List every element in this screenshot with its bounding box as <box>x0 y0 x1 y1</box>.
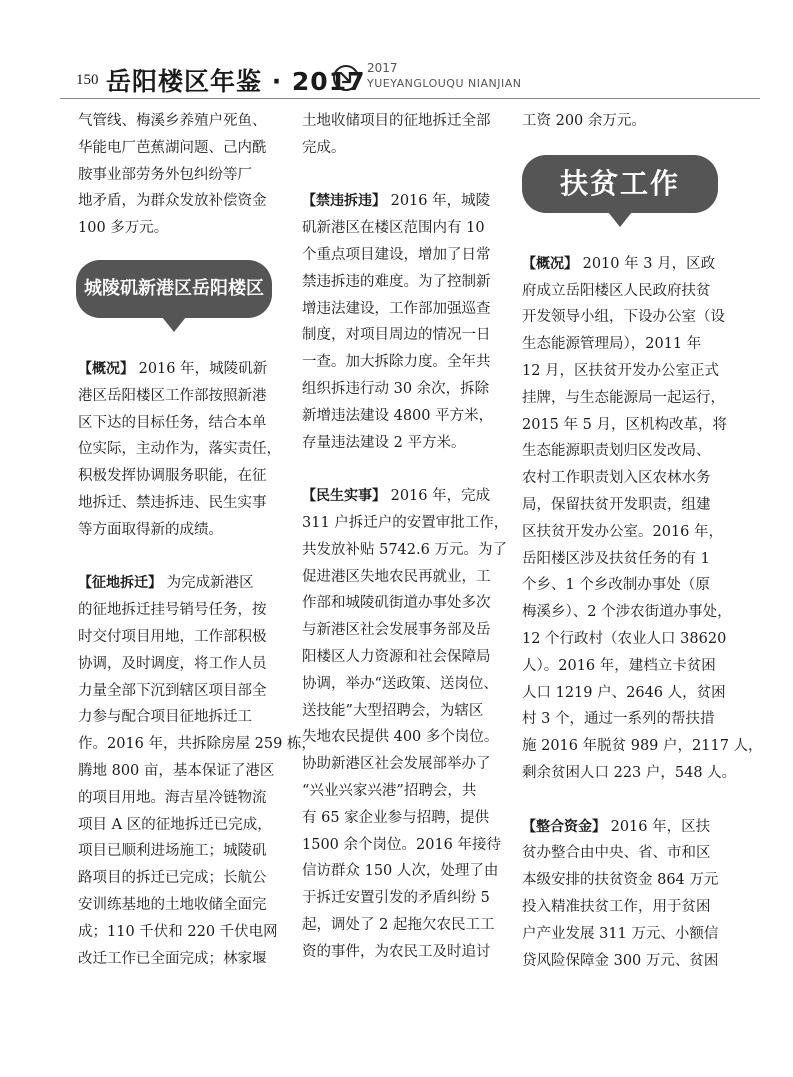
text-line: 12 月，区扶贫开发办公室正式 <box>522 362 720 379</box>
text-line: 送技能”大型招聘会，为辖区 <box>302 702 484 719</box>
column-3 <box>522 108 763 974</box>
text-line: 胺事业部劳务外包纠纷等厂 <box>78 166 252 183</box>
paragraph-zhengdi-chaiqian <box>78 570 316 972</box>
text-line: 存量违法建设 2 平方米。 <box>302 434 466 451</box>
text-run: 2016 年，城陵矶新 <box>134 360 268 377</box>
text-line: 土地收储项目的征地拆迁全部 <box>302 113 491 129</box>
text-line: 区下达的目标任务，结合本单 <box>78 414 267 431</box>
paragraph-minsheng-shishi <box>302 483 509 965</box>
column-1 <box>78 108 316 972</box>
paragraph-zhenghe-zijin <box>522 814 722 975</box>
text-line <box>78 570 278 597</box>
text-line: 的项目用地。海吉星冷链物流 <box>78 789 267 806</box>
header-rule <box>60 98 760 99</box>
text-line: 投入精准扶贫工作，用于贫困 <box>522 898 711 915</box>
text-line: 积极发挥协调服务职能，在征 <box>78 468 267 485</box>
text-run: 2016 年，完成 <box>386 488 491 505</box>
text-line: 岳阳楼区涉及扶贫任务的有 1 <box>522 550 710 567</box>
column-2 <box>302 108 509 966</box>
text-line: 成；110 千伏和 220 千伏电网 <box>78 923 278 940</box>
text-line: 等方面取得新的成绩。 <box>78 521 223 538</box>
text-line: 个乡、1 个乡改制办事处（原 <box>522 577 710 594</box>
text-line <box>522 251 722 278</box>
text-line: 制度，对项目周边的情况一日 <box>302 327 491 344</box>
text-line: 贫办整合由中央、省、市和区 <box>522 845 711 862</box>
text-line: 有 65 家企业参与招聘，提供 <box>302 809 490 826</box>
text-line: 2015 年 5 月，区机构改革，将 <box>522 416 727 433</box>
text-line: 311 户拆迁户的安置审批工作， <box>302 514 509 531</box>
text-line: 力量全部下沉到辖区项目部全 <box>78 682 267 699</box>
text-line: 生态能源职责划归区发改局、 <box>522 443 711 460</box>
text-line: 信访群众 150 人次，处理了由 <box>302 863 499 880</box>
text-line: 梅溪乡）、2 个涉农街道办事处， <box>522 604 732 621</box>
text-line <box>302 483 502 510</box>
text-line: 与新港区社会发展事务部及岳 <box>302 622 491 639</box>
text-line: 失地农民提供 400 多个岗位。 <box>302 729 499 746</box>
text-line: 禁违拆违的难度。为了控制新 <box>302 273 491 290</box>
text-line: 项目 A 区的征地拆迁已完成， <box>78 816 272 833</box>
text-line: 时交付项目用地，工作部积极 <box>78 628 267 645</box>
text-line: 挂牌，与生态能源局一起运行， <box>522 389 725 406</box>
text-line <box>302 188 502 215</box>
text-line: 气管线、梅溪乡养殖户死鱼、 <box>78 113 267 129</box>
keyword-label: 【征地拆迁】 <box>78 575 162 592</box>
book-title: 岳阳楼区年鉴 · 2017 <box>106 67 366 96</box>
paragraph-intro-continued <box>78 108 278 242</box>
text-line: 完成。 <box>302 139 346 156</box>
text-line: 于拆迁安置引发的矛盾纠纷 5 <box>302 890 490 907</box>
paragraph-gap <box>302 162 502 189</box>
text-line: 共发放补贴 5742.6 万元。为了 <box>302 541 507 558</box>
text-line: 安训练基地的土地收储全面完 <box>78 896 267 913</box>
text-line: 力参与配合项目征地拆迁工 <box>78 709 252 726</box>
keyword-label: 【概况】 <box>78 360 134 377</box>
text-line: 12 个行政村（农业人口 38620 <box>522 630 727 647</box>
text-line: 村 3 个，通过一系列的帮扶措 <box>522 711 715 728</box>
paragraph-continued <box>522 108 722 135</box>
text-line: 阳楼区人力资源和社会保障局 <box>302 648 491 665</box>
text-line: 贷风险保障金 300 万元、贫困 <box>522 952 719 969</box>
text-line: 资的事件，为农民工及时追讨 <box>302 943 491 960</box>
section-title-fupin: 扶贫工作 <box>522 155 718 213</box>
text-line: 地拆迁、禁违拆违、民生实事 <box>78 494 267 511</box>
text-run: 为完成新港区 <box>162 575 254 592</box>
text-line: 地矛盾，为群众发放补偿资金 <box>78 193 267 210</box>
text-line: 人）。2016 年，建档立卡贫困 <box>522 657 716 674</box>
text-line: 协助新港区社会发展部举办了 <box>302 756 491 773</box>
paragraph-gap <box>302 456 502 483</box>
page-number: 150 <box>76 72 99 88</box>
text-run: 2010 年 3 月，区政 <box>578 255 716 272</box>
text-line: 农村工作职责划入区农林水务 <box>522 470 711 487</box>
paragraph-jinwei-chaiwei <box>302 188 502 456</box>
keyword-label: 【禁违拆违】 <box>302 193 386 210</box>
text-line: 生态能源管理局），2011 年 <box>522 336 702 353</box>
text-line: 新增违法建设 4800 平方米， <box>302 407 494 424</box>
text-line: 促进港区失地农民再就业，工 <box>302 568 491 585</box>
keyword-label: 【概况】 <box>522 255 578 272</box>
text-line: 起，调处了 2 起拖欠农民工工 <box>302 916 495 933</box>
text-line: 工资 200 余万元。 <box>522 113 646 129</box>
text-line: 组织拆违行动 30 余次，拆除 <box>302 380 490 397</box>
text-line: 矶新港区在楼区范围内有 10 <box>302 220 485 237</box>
text-line: 一查。加大拆除力度。全年共 <box>302 354 491 371</box>
paragraph-gap <box>522 787 722 814</box>
text-line: 施 2016 年脱贫 989 户，2117 人， <box>522 738 763 755</box>
text-line: 路项目的拆迁已完成；长航公 <box>78 870 267 887</box>
text-line: 户产业发展 311 万元、小额信 <box>522 925 719 942</box>
text-line: 人口 1219 户、2646 人，贫困 <box>522 684 726 701</box>
text-run: 2016 年，区扶 <box>606 818 711 835</box>
header-pinyin: YUEYANGLOUQU NIANJIAN <box>367 77 522 90</box>
text-line: 1500 余个岗位。2016 年接待 <box>302 836 502 853</box>
text-line: 作。2016 年，共拆除房屋 259 栋， <box>78 736 316 753</box>
text-line: 增违法建设，工作部加强巡查 <box>302 300 491 317</box>
paragraph-fupin-gaikuang <box>522 251 763 787</box>
paragraph-gaikuang <box>78 356 281 544</box>
circle-arrow-icon <box>332 64 360 92</box>
text-line: 本级安排的扶贫资金 864 万元 <box>522 872 719 889</box>
keyword-label: 【整合资金】 <box>522 818 606 835</box>
page-header <box>60 58 760 106</box>
text-line: 区扶贫开发办公室。2016 年， <box>522 523 724 540</box>
text-line: 协调，举办“送政策、送岗位、 <box>302 675 498 692</box>
keyword-label: 【民生实事】 <box>302 488 386 505</box>
text-line: 华能电厂芭蕉湖问题、己内酰 <box>78 139 267 156</box>
text-line: 作部和城陵矶街道办事处多次 <box>302 595 491 612</box>
text-line: 腾地 800 亩，基本保证了港区 <box>78 762 275 779</box>
header-year: 2017 <box>367 61 398 75</box>
section-title-chenglingji: 城陵矶新港区岳阳楼区工作 <box>76 260 272 318</box>
text-line: 剩余贫困人口 223 户，548 人。 <box>522 764 737 781</box>
text-run: 2016 年，城陵 <box>386 193 491 210</box>
text-line: 府成立岳阳楼区人民政府扶贫 <box>522 282 711 299</box>
text-line: 的征地拆迁挂号销号任务，按 <box>78 602 267 619</box>
text-line: 100 多万元。 <box>78 220 169 237</box>
paragraph-continued <box>302 108 502 162</box>
text-line: 项目已顺利进场施工；城陵矶 <box>78 843 267 860</box>
text-line: 开发领导小组，下设办公室（设 <box>522 309 725 326</box>
text-line: 位实际，主动作为，落实责任， <box>78 441 281 458</box>
text-line: 局，保留扶贫开发职责，组建 <box>522 496 711 513</box>
text-line: 港区岳阳楼区工作部按照新港 <box>78 387 267 404</box>
paragraph-gap <box>78 544 278 571</box>
text-line: 改迁工作已全面完成；林家堰 <box>78 950 267 967</box>
text-line <box>522 814 722 841</box>
text-line: 个重点项目建设，增加了日常 <box>302 246 491 263</box>
text-line: “兴业兴家兴港”招聘会，共 <box>302 782 477 799</box>
text-line: 协调，及时调度，将工作人员 <box>78 655 267 672</box>
